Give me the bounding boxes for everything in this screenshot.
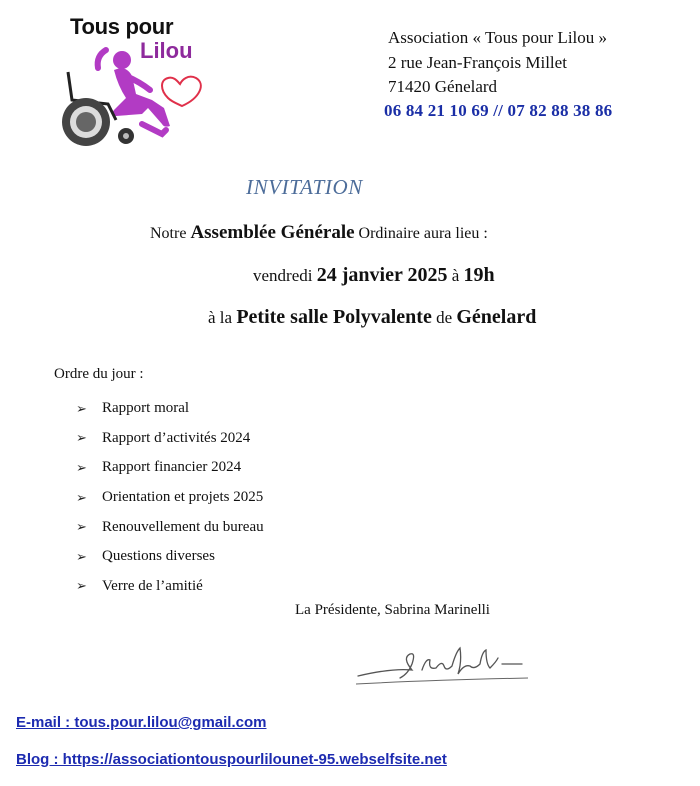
announcement-suffix: Ordinaire aura lieu : <box>354 225 488 242</box>
meeting-location <box>208 306 536 329</box>
arrow-bullet-icon: ➢ <box>76 430 87 446</box>
agenda-list <box>76 394 264 601</box>
agenda-item <box>76 453 264 483</box>
agenda-item-label: Renouvellement du bureau <box>102 518 264 535</box>
agenda-item <box>76 542 264 572</box>
blog-link[interactable]: Blog : https://associationtouspourlilounet-95.webselfsite.net <box>16 751 447 768</box>
venue-town: Génelard <box>456 306 537 328</box>
arrow-bullet-icon: ➢ <box>76 548 87 564</box>
agenda-item-label: Questions diverses <box>102 548 215 565</box>
agenda-item <box>76 394 264 424</box>
invitation-title: INVITATION <box>246 175 363 199</box>
agenda-item-label: Verre de l’amitié <box>102 577 203 594</box>
venue-name: Petite salle Polyvalente <box>236 306 432 328</box>
president-signature-label: La Présidente, Sabrina Marinelli <box>295 602 490 618</box>
arrow-bullet-icon: ➢ <box>76 459 87 475</box>
meeting-announcement <box>150 222 488 244</box>
agenda-item <box>76 424 264 454</box>
date-connector: à <box>447 266 464 285</box>
agenda-item <box>76 483 264 513</box>
city-address: 71420 Génelard <box>388 77 498 96</box>
location-connector: de <box>431 308 457 327</box>
association-name: Association « Tous pour Lilou » <box>388 28 608 47</box>
agenda-item-label: Rapport moral <box>102 400 190 417</box>
announcement-prefix: Notre <box>150 225 191 242</box>
agenda-item <box>76 512 264 542</box>
email-link[interactable]: E-mail : tous.pour.lilou@gmail.com <box>16 714 267 731</box>
phone-numbers: 06 84 21 10 69 // 07 82 88 38 86 <box>384 101 613 120</box>
logo-name: Lilou <box>140 38 193 63</box>
arrow-bullet-icon: ➢ <box>76 519 87 535</box>
street-address: 2 rue Jean-François Millet <box>388 53 567 72</box>
handwritten-signature <box>352 640 532 690</box>
arrow-bullet-icon: ➢ <box>76 578 87 594</box>
agenda-title: Ordre du jour : <box>54 366 144 382</box>
meeting-time: 19h <box>463 264 495 286</box>
logo-title: Tous pour <box>70 14 174 39</box>
meeting-date-time <box>253 264 495 287</box>
agenda-item <box>76 572 264 602</box>
association-logo <box>56 12 216 152</box>
meeting-name: Assemblée Générale <box>190 222 355 243</box>
wheelchair-child-icon <box>56 12 216 152</box>
agenda-item-label: Orientation et projets 2025 <box>102 489 264 506</box>
location-prefix: à la <box>208 308 237 327</box>
arrow-bullet-icon: ➢ <box>76 489 87 505</box>
date-prefix: vendredi <box>253 266 317 285</box>
agenda-item-label: Rapport d’activités 2024 <box>102 429 251 446</box>
meeting-date: 24 janvier 2025 <box>316 264 448 286</box>
arrow-bullet-icon: ➢ <box>76 400 87 416</box>
agenda-item-label: Rapport financier 2024 <box>102 459 242 476</box>
